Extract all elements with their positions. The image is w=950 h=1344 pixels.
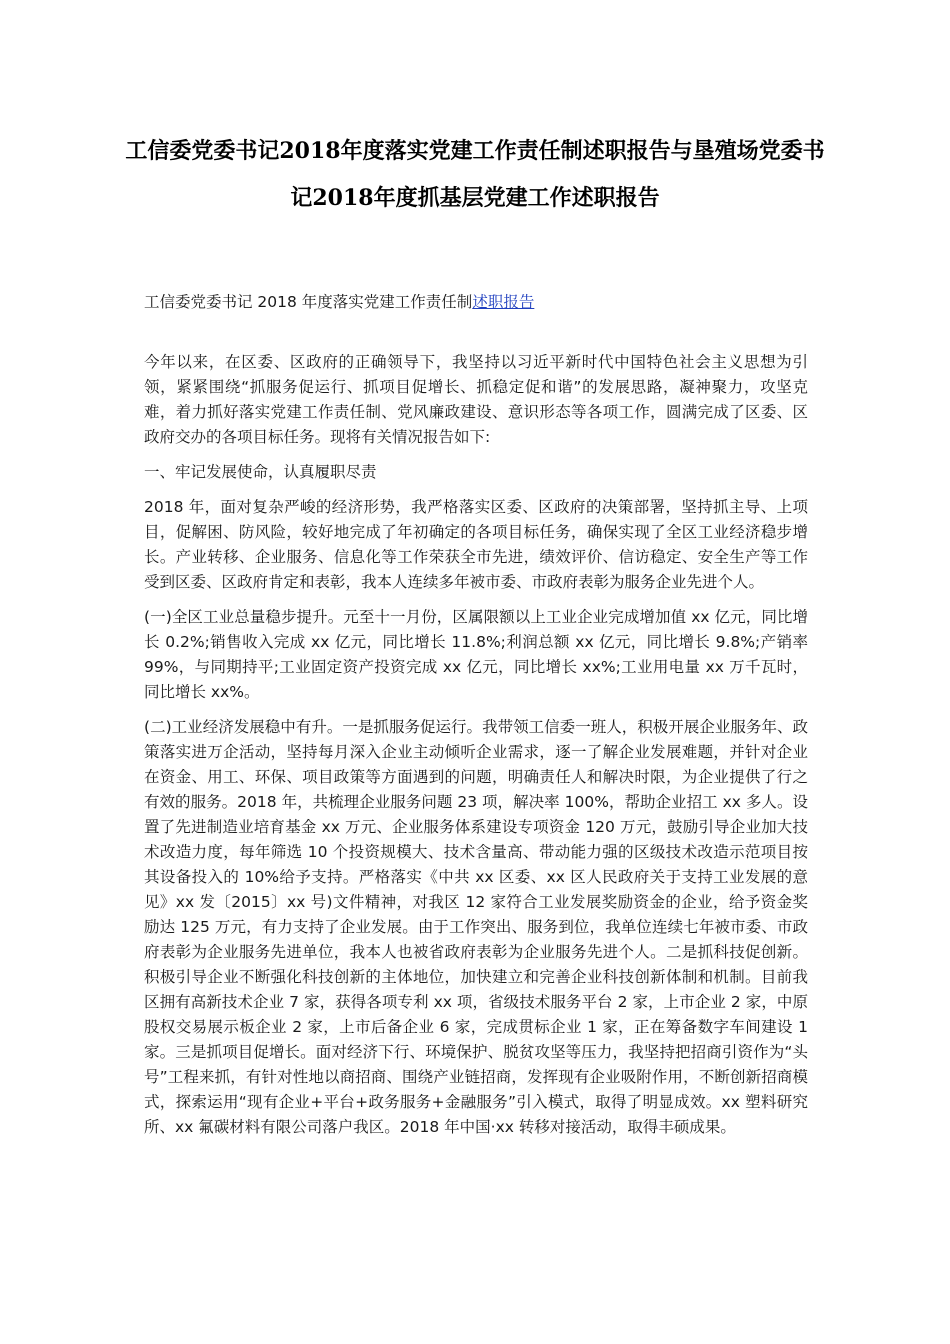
body-paragraph: 2018 年，面对复杂严峻的经济形势，我严格落实区委、区政府的决策部署，坚持抓主导、上项目，促解困、防风险，较好地完成了年初确定的各项目标任务，确保实现了全区工业经济稳步增长。产业转移、企业服务、信息化等工作荣获全市先进，绩效评价、信访稳定、安全生产等工作受到区委、区政府肯定和表彰，我本人连续多年被市委、市政府表彰为服务企业先进个人。 <box>144 498 808 591</box>
intro-paragraph: 今年以来，在区委、区政府的正确领导下，我坚持以习近平新时代中国特色社会主义思想为引领，紧紧围绕“抓服务促运行、抓项目促增长、抓稳定促和谐”的发展思路，凝神聚力，攻坚克难，着力抓好落实党建工作责任制、党风廉政建设、意识形态等各项工作，圆满完成了区委、区政府交办的各项目标任务。现将有关情况报告如下: <box>144 353 808 446</box>
document-title: 工信委党委书记2018年度落实党建工作责任制述职报告与垦殖场党委书记2018年度抓基层党建工作述职报告 <box>125 138 825 211</box>
section-heading: 一、牢记发展使命，认真履职尽责 <box>144 463 377 481</box>
report-link[interactable]: 述职报告 <box>472 293 535 311</box>
report-body <box>144 350 808 1150</box>
body-paragraph: (二)工业经济发展稳中有升。一是抓服务促运行。我带领工信委一班人，积极开展企业服务年、政策落实进万企活动，坚持每月深入企业主动倾听企业需求，逐一了解企业发展难题，并针对企业在资金、用工、环保、项目政策等方面遇到的问题，明确责任人和解决时限，为企业提供了行之有效的服务。2018 年，共梳理企业服务问题 23 项，解决率 100%，帮助企业招工 xx 多人。设置了先进制造业培育基金 xx 万元、企业服务体系建设专项资金 120 万元，鼓励引导企业加大技术改造力度，每年筛选 10 个投资规模大、技术含量高、带动能力强的区级技术改造示范项目按其设备投入的 10%给予支持。严格落实《中共 xx 区委、xx 区人民政府关于支持工业发展的意见》xx 发〔2015〕xx 号)文件精神，对我区 12 家符合工业发展奖励资金的企业，给予资金奖励达 125 万元，有力支持了企业发展。由于工作突出、服务到位，我单位连续七年被市委、市政府表彰为企业服务先进单位，我本人也被省政府表彰为企业服务先进个人。二是抓科技促创新。积极引导企业不断强化科技创新的主体地位，加快建立和完善企业科技创新体制和机制。目前我区拥有高新技术企业 7 家，获得各项专利 xx 项，省级技术服务平台 2 家，上市企业 2 家，中原股权交易展示板企业 2 家，上市后备企业 6 家，完成贯标企业 1 家，正在筹备数字车间建设 1 家。三是抓项目促增长。面对经济下行、环境保护、脱贫攻坚等压力，我坚持把招商引资作为“头号”工程来抓，有针对性地以商招商、围绕产业链招商，发挥现有企业吸附作用，不断创新招商模式，探索运用“现有企业+平台+政务服务+金融服务”引入模式，取得了明显成效。xx 塑料研究所、xx 氟碳材料有限公司落户我区。2018 年中国·xx 转移对接活动，取得丰硕成果。 <box>144 718 808 1136</box>
subtitle-text: 工信委党委书记 2018 年度落实党建工作责任制 <box>144 293 473 311</box>
body-paragraph: (一)全区工业总量稳步提升。元至十一月份，区属限额以上工业企业完成增加值 xx 亿元，同比增长 0.2%;销售收入完成 xx 亿元，同比增长 11.8%;利润总额 xx 亿元，同比增长 9.8%;产销率 99%，与同期持平;工业固定资产投资完成 xx 亿元，同比增长 xx%;工业用电量 xx 万千瓦时，同比增长 xx%。 <box>144 608 808 701</box>
report-subtitle <box>144 290 808 315</box>
